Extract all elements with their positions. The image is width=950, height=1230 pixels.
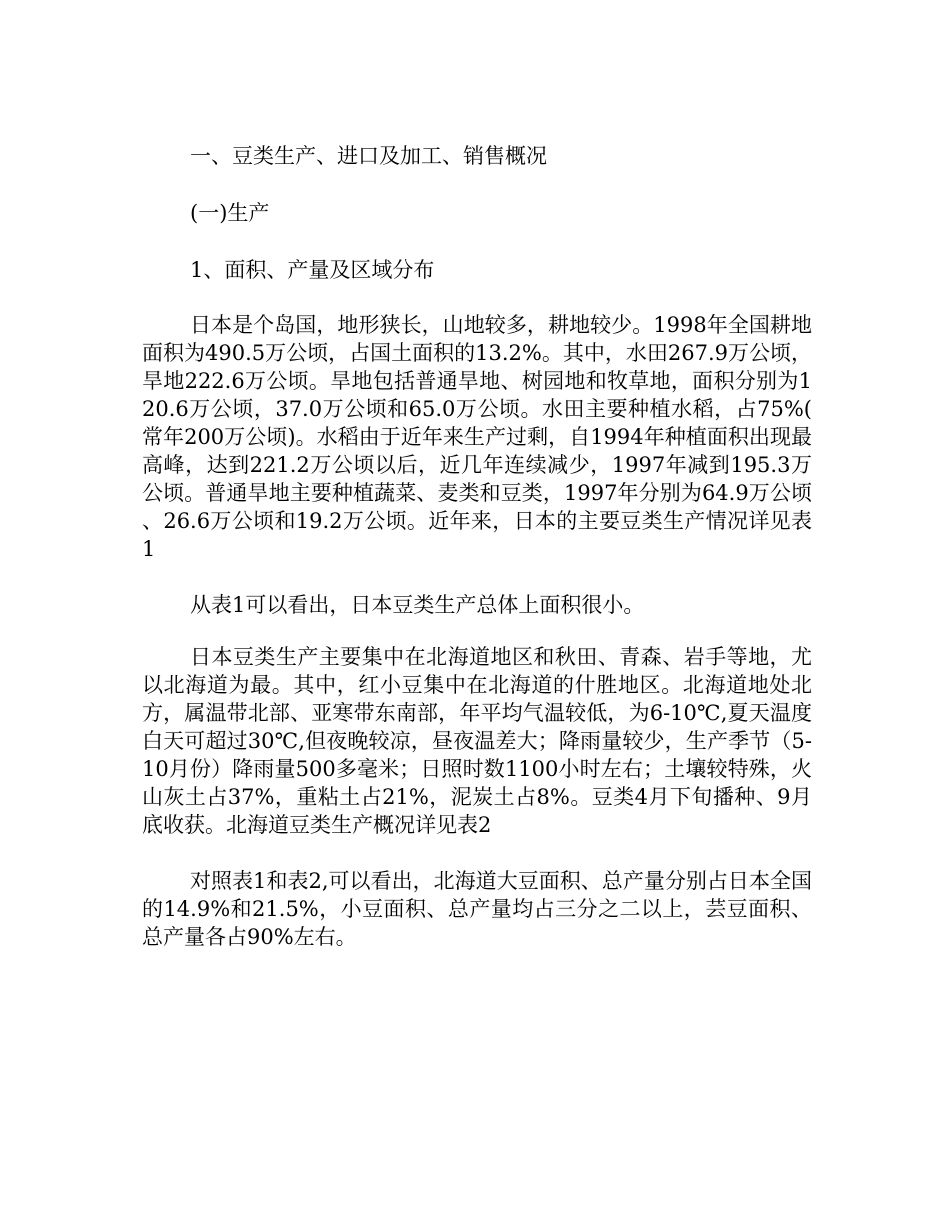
subsection-heading: (一)生产 <box>190 201 270 225</box>
topic-heading: 1、面积、产量及区域分布 <box>190 258 435 282</box>
section-heading: 一、豆类生产、进口及加工、销售概况 <box>190 144 547 168</box>
document-page <box>142 140 812 979</box>
paragraph-hokkaido-production: 日本豆类生产主要集中在北海道地区和秋田、青森、岩手等地，尤以北海道为最。其中，红小豆集中在北海道的什胜地区。北海道地处北方，属温带北部、亚寒带东南部，年平均气温较低，为6-10℃,夏天温度白天可超过30℃,但夜晚较凉，昼夜温差大；降雨量较少，生产季节（5-10月份）降雨量500多毫米；日照时数1100小时左右；土壤较特殊，火山灰土占37%，重粘土占21%，泥炭土占8%。豆类4月下旬播种、9月底收获。北海道豆类生产概况详见表2 <box>142 645 812 837</box>
paragraph-comparison: 对照表1和表2,可以看出，北海道大豆面积、总产量分别占日本全国的14.9%和21.5%，小豆面积、总产量均占三分之二以上，芸豆面积、总产量各占90%左右。 <box>142 869 812 949</box>
paragraph-farmland-overview: 日本是个岛国，地形狭长，山地较多，耕地较少。1998年全国耕地面积为490.5万公顷，占国土面积的13.2%。其中，水田267.9万公顷，旱地222.6万公顷。旱地包括普通旱地、树园地和牧草地，面积分别为120.6万公顷，37.0万公顷和65.0万公顷。水田主要种植水稻，占75%(常年200万公顷)。水稻由于近年来生产过剩，自1994年种植面积出现最高峰，达到221.2万公顷以后，近几年连续减少，1997年减到195.3万公顷。普通旱地主要种植蔬菜、麦类和豆类，1997年分别为64.9万公顷、26.6万公顷和19.2万公顷。近年来，日本的主要豆类生产情况详见表1 <box>142 313 812 561</box>
paragraph-table1-summary: 从表1可以看出，日本豆类生产总体上面积很小。 <box>190 593 645 617</box>
